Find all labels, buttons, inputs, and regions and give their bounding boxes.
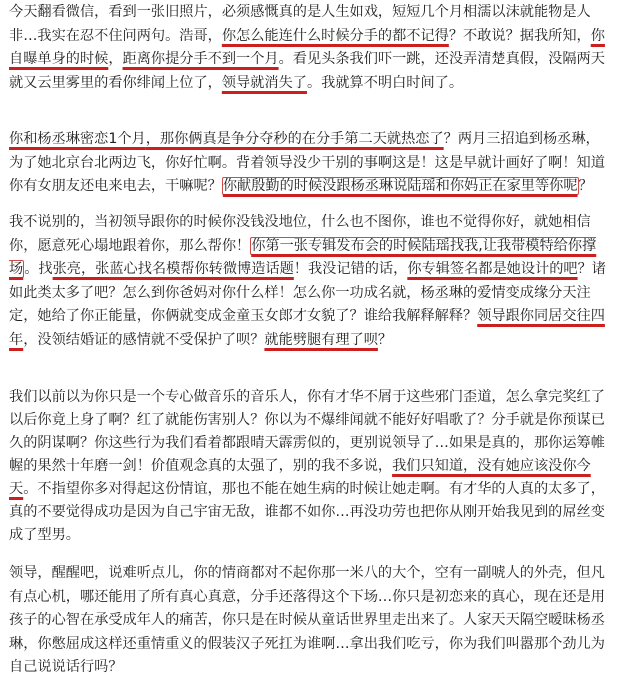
highlighted-phrase: 你献殷勤的时候没跟杨丞琳说陆瑶和你妈正在家里等你呢 bbox=[222, 178, 578, 195]
text-segment: 领导，醒醒吧，说难听点儿，你的情商都对不起你那一米八的大个，空有一副唬人的外壳，但凡有点心机，哪还能用了所有真心真意，分手还落得这个下场…你只是初恋来的真心，现在还是用孩子的心智在承受成年人的痛苦，你只是在时候从童话世界里走出来了。人家天天隔空暧昧杨丞琳，你憋屈成这样还重情重义的假装汉子死扛为谁啊…拿出我们吃亏，你为我们叫嚣那个劲儿为自己说说话行吗？ bbox=[9, 565, 605, 676]
highlighted-phrase: ，那你俩真是争分夺秒的在分手第二天就热恋了 bbox=[145, 131, 444, 147]
highlighted-phrase: 距离你提分手不到一个月 bbox=[122, 51, 279, 68]
text-segment: 今天翻看微信，看到一张旧照片，必须感慨真的是人生如戏，短短几个月相濡以沫就能物是人非…我实在忍不住问两句。浩哥， bbox=[9, 4, 591, 44]
paragraph-5 bbox=[9, 562, 609, 680]
paragraph-4 bbox=[9, 386, 609, 547]
text-segment: ？诸如此类太多了吧？怎么到你爸妈对你什么样！怎么你一功成名就，杨丞琳的爱情变成缘分天注定，她给了你正能量，你俩就变成金童玉女郎才女貌了？谁给我解释解释？ bbox=[9, 261, 606, 325]
text-segment: ？ bbox=[377, 331, 393, 348]
text-segment: ？ bbox=[578, 178, 593, 195]
text-segment: 。看见头条我们吓一跳，还没弄清楚真假，没隔两天就又云里雾里的看你绯闻上位了， bbox=[9, 51, 605, 91]
highlighted-phrase: 领导就消失了 bbox=[221, 74, 307, 91]
highlighted-phrase: 你专辑签名都是她设计的吧 bbox=[407, 261, 578, 278]
highlighted-phrase: 领导跟你同居交往四年 bbox=[9, 308, 605, 348]
paragraph-3 bbox=[9, 211, 609, 353]
text-segment: ？不敢说？据我所知， bbox=[448, 27, 591, 44]
highlighted-phrase: 你怎么能连什么时候分手的都不记得 bbox=[221, 27, 449, 44]
text-segment: 。找 bbox=[24, 261, 53, 278]
text-segment: 。我就算不明白时间了。 bbox=[306, 74, 464, 91]
text-segment: ， bbox=[108, 51, 123, 68]
highlighted-phrase: 就能劈腿有理了呗 bbox=[264, 331, 378, 348]
text-segment: 我不说别的，当初领导跟你的时候你没钱没地位，什么也不图你，谁也不觉得你好，就她相信你，愿意死心塌地跟着你，那么帮你！ bbox=[9, 214, 591, 254]
text-segment: 。不指望你多对得起这份情谊，那也不能在她生病的时候让她走啊。有才华的人真的太多了，真的不要觉得成功是因为自己宇宙无敌，谁都不如你…再没功劳也把你从刚开始我见到的屌丝变成了型男。 bbox=[9, 481, 605, 543]
highlighted-phrase: 张亮，张蓝心找名模帮你转微博造话题 bbox=[52, 261, 294, 278]
text-segment: ！我没记错的话， bbox=[293, 261, 408, 278]
text-segment: ，没领结婚证的感情就不受保护了呗？ bbox=[23, 331, 265, 348]
paragraph-1 bbox=[9, 1, 609, 95]
paragraph-2 bbox=[9, 128, 609, 199]
highlighted-phrase: 你和杨丞琳密恋1个月 bbox=[9, 131, 146, 147]
highlighted-phrase: 我们只知道，没有她应该没你今天 bbox=[9, 458, 591, 497]
highlighted-phrase: 你自曝单身的时候 bbox=[9, 27, 605, 68]
text-segment: 我们以前以为你只是一个专心做音乐的音乐人，你有才华不屑于这些邪门歪道，怎么拿完奖红了以后你竟上身了啊？红了就能伤害别人？你以为不爆绯闻就不能好好唱歌了？分手就是你预谋已久的阴谋啊？你这些行为我们看着都跟晴天霹雳似的，更别说领导了…如果是真的，那你运筹帷幄的果然十年磨一剑！价值观念真的太强了，别的我不多说， bbox=[9, 389, 605, 474]
text-segment: ？两月三招追到杨丞琳，为了她北京台北两边飞，你好忙啊。背着领导没少干别的事啊这是！这是早就计画好了啊！知道你有女朋友还电来电去，干嘛呢？ bbox=[9, 131, 605, 195]
highlighted-phrase: 你第一张专辑发布会的时候陆瑶找我,让我带模特给你撑场 bbox=[9, 237, 597, 278]
